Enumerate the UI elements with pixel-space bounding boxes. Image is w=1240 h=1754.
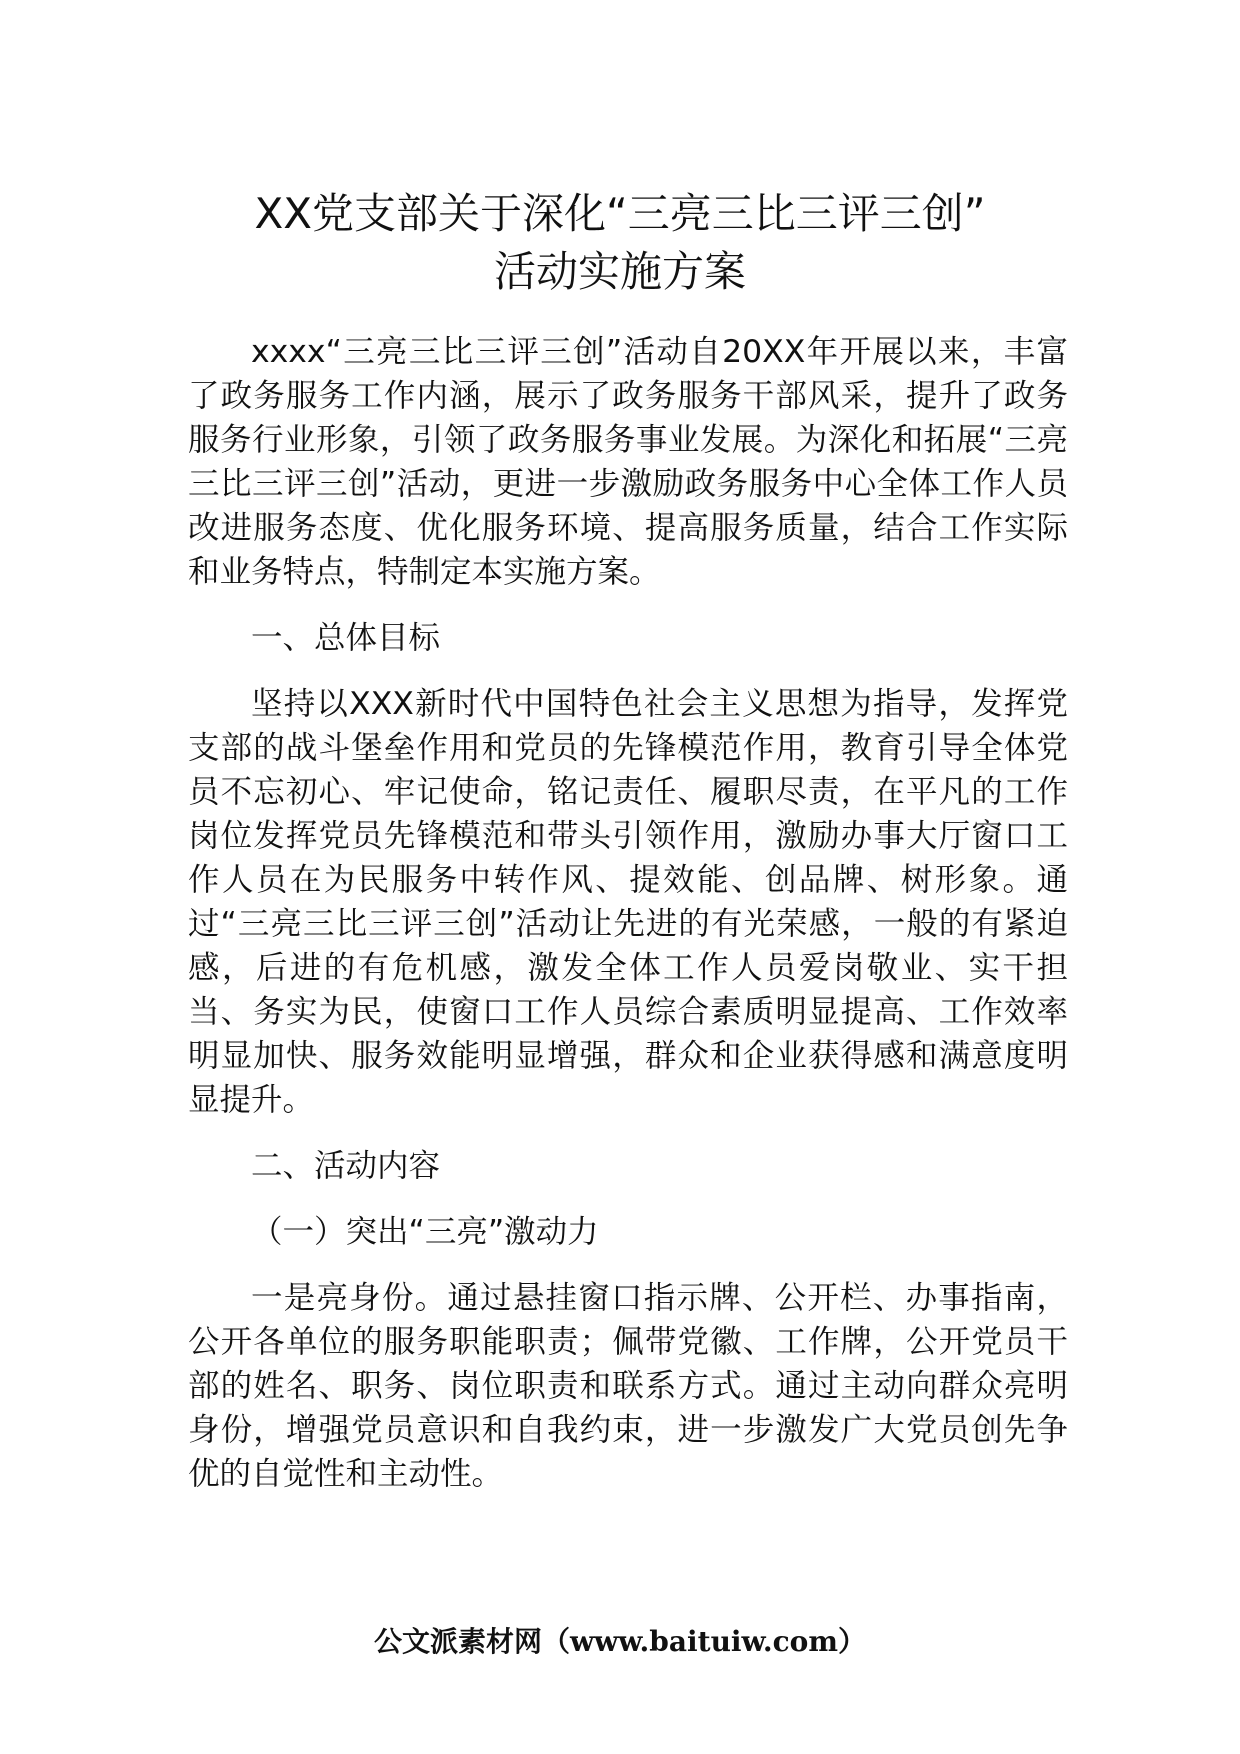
document-body [188, 330, 1068, 1518]
title-line-1: XX党支部关于深化“三亮三比三评三创” [254, 189, 986, 238]
section-heading-goals: 一、总体目标 [251, 620, 441, 656]
identity-paragraph: 一是亮身份。通过悬挂窗口指示牌、公开栏、办事指南，公开各单位的服务职能职责；佩带党徽、工作牌，公开党员干部的姓名、职务、岗位职责和联系方式。通过主动向群众亮明身份，增强党员意识和自我约束，进一步激发广大党员创先争优的自觉性和主动性。 [188, 1280, 1068, 1492]
goals-paragraph: 坚持以XXX新时代中国特色社会主义思想为指导，发挥党支部的战斗堡垒作用和党员的先锋模范作用，教育引导全体党员不忘初心、牢记使命，铭记责任、履职尽责，在平凡的工作岗位发挥党员先锋模范和带头引领作用，激励办事大厅窗口工作人员在为民服务中转作风、提效能、创品牌、树形象。通过“三亮三比三评三创”活动让先进的有光荣感，一般的有紧迫感，后进的有危机感，激发全体工作人员爱岗敬业、实干担当、务实为民，使窗口工作人员综合素质明显提高、工作效率明显加快、服务效能明显增强，群众和企业获得感和满意度明显提升。 [188, 686, 1068, 1118]
title-line-2: 活动实施方案 [493, 247, 746, 296]
section-heading-content: 二、活动内容 [251, 1148, 441, 1184]
subsection-heading-three-liang: （一）突出“三亮”激动力 [251, 1214, 599, 1250]
document-title [150, 185, 1090, 301]
intro-paragraph: xxxx“三亮三比三评三创”活动自20XX年开展以来，丰富了政务服务工作内涵，展示了政务服务干部风采，提升了政务服务行业形象，引领了政务服务事业发展。为深化和拓展“三亮三比三评三创”活动，更进一步激励政务服务中心全体工作人员改进服务态度、优化服务环境、提高服务质量，结合工作实际和业务特点，特制定本实施方案。 [188, 334, 1068, 590]
source-watermark-footer: 公文派素材网（www.baituiw.com） [374, 1625, 866, 1658]
